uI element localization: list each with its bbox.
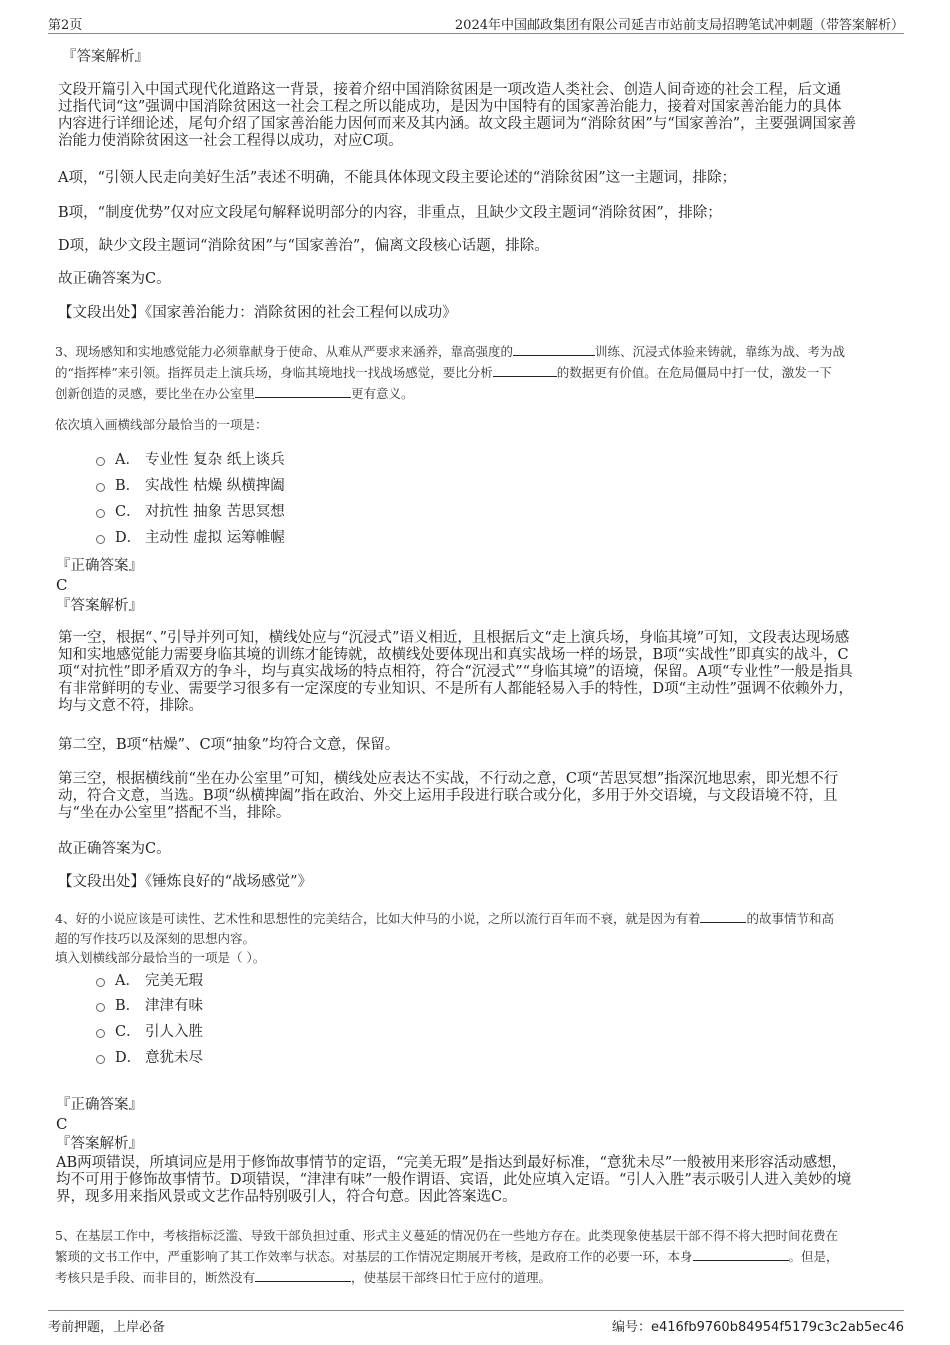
source-citation: 【文段出处】《锤炼良好的“战场感觉”》 (58, 874, 313, 890)
answer-heading: 『正确答案』 (56, 1097, 143, 1113)
analysis-option-a: A项，“引领人民走向美好生活”表述不明确，不能具体体现文段主要论述的“消除贫困”这一主题词，排除； (58, 170, 737, 186)
radio-icon[interactable] (96, 1029, 105, 1038)
option-b[interactable]: B． 实战性 枯燥 纵横捭阖 (96, 476, 285, 496)
footer-divider (48, 1310, 904, 1311)
document-code: 编号：e416fb9760b84954f5179c3c2ab5ec46 (611, 1320, 904, 1335)
analysis-option-d: D项，缺少文段主题词“消除贫困”与“国家善治”，偏离文段核心话题，排除。 (58, 238, 549, 254)
question-3-prompt: 依次填入画横线部分最恰当的一项是： (55, 417, 268, 432)
analysis-paragraph: 第三空，根据横线前“坐在办公室里”可知，横线处应表达不实战，不行动之意，C项“苦思冥想”指深沉地思索，即光想不行 动，符合文意，当选。B项“纵横捭阖”指在政治、外交上运用手段进行联合或分化，多用于外交语境，与文段语境不符，且 与“坐在办公室里”搭配不当，排除。 (58, 771, 839, 821)
correct-answer: C (56, 1115, 68, 1133)
option-c[interactable]: C． 对抗性 抽象 苦思冥想 (96, 502, 285, 522)
question-4-stem: 4、好的小说应该是可读性、艺术性和思想性的完美结合，比如大仲马的小说，之所以流行百年而不衰，就是因为有着 的故事情节和高 超的写作技巧以及深刻的思想内容。 (55, 908, 905, 949)
option-c[interactable]: C． 引人入胜 (96, 1022, 203, 1042)
fill-blank (693, 1246, 789, 1261)
fill-blank (493, 362, 557, 377)
option-d[interactable]: D． 意犹未尽 (96, 1048, 203, 1068)
option-a[interactable]: A． 专业性 复杂 纸上谈兵 (96, 450, 285, 470)
question-3-stem: 3、现场感知和实地感觉能力必须靠献身于使命、从难从严要求来涵养，靠高强度的 训练、沉浸式体验来铸就，靠练为战、考为战 的“指挥棒”来引领。指挥员走上演兵场，身临其境地找一找战场感觉，要比分析 的数据更有价值。在危局僵局中打一仗，激发一下 创新创造的灵感，要比坐在办公室里 更有意义。 (55, 341, 905, 404)
correct-answer: C (56, 576, 68, 594)
radio-icon[interactable] (96, 457, 105, 466)
document-title: 2024年中国邮政集团有限公司延吉市站前支局招聘笔试冲刺题（带答案解析） (454, 18, 904, 33)
header-divider (48, 33, 904, 34)
analysis-conclusion: 故正确答案为C。 (58, 271, 171, 287)
question-4-prompt: 填入划横线部分最恰当的一项是（ ）。 (55, 950, 266, 965)
analysis-paragraph: 第二空，B项“枯燥”、C项“抽象”均符合文意，保留。 (58, 737, 400, 753)
fill-blank (700, 908, 746, 923)
radio-icon[interactable] (96, 483, 105, 492)
analysis-paragraph: 文段开篇引入中国式现代化道路这一背景，接着介绍中国消除贫困是一项改造人类社会、创造人间奇迹的社会工程，后文通 过指代词“这”强调中国消除贫困这一社会工程之所以能成功，是因为中国特有的国家善治能力，接着对国家善治能力的具体 内容进行详细论述，尾句介绍了国家善治能力因何而来及其内涵。故文段主题词为“消除贫困”与“国家善治”，主要强调国家善 治能力使消除贫困这一社会工程得以成功，对应C项。 (58, 82, 857, 149)
radio-icon[interactable] (96, 535, 105, 544)
source-citation: 【文段出处】《国家善治能力：消除贫困的社会工程何以成功》 (58, 305, 457, 321)
radio-icon[interactable] (96, 1003, 105, 1012)
question-5-stem: 5、在基层工作中，考核指标泛滥、导致干部负担过重、形式主义蔓延的情况仍在一些地方存在。此类现象使基层干部不得不将大把时间花费在 繁琐的文书工作中，严重影响了其工作效率与状态。对基层的工作情况定期展开考核，是政府工作的必要一环，本身 。但是， 考核只是手段、而非目的，断然没有 ，使基层干部终日忙于应付的道理。 (55, 1228, 839, 1285)
analysis-option-b: B项，“制度优势”仅对应文段尾句解释说明部分的内容，非重点，且缺少文段主题词“消除贫困”，排除； (58, 205, 722, 221)
option-d[interactable]: D． 主动性 虚拟 运筹帷幄 (96, 528, 285, 548)
option-b[interactable]: B． 津津有味 (96, 996, 203, 1016)
analysis-paragraph: 第一空，根据“、”引导并列可知，横线处应与“沉浸式”语义相近，且根据后文“走上演兵场，身临其境”可知，文段表达现场感 知和实地感觉能力需要身临其境的训练才能铸就，故横线处要体现出和真实战场一样的场景，B项“实战性”即真实的战斗，C 项“对抗性”即矛盾双方的争斗，均与真实战场的特点相符，符合“沉浸式”“身临其境”的语境，保留。A项“专业性”一般是指具 有非常鲜明的专业、需要学习很多有一定深度的专业知识、不是所有人都能轻易入手的特性，D项“主动性”强调不依赖外力， 均与文意不符，排除。 (58, 630, 853, 714)
radio-icon[interactable] (96, 509, 105, 518)
analysis-paragraph: AB两项错误，所填词应是用于修饰故事情节的定语，“完美无瑕”是指达到最好标准，“意犹未尽”一般被用来形容活动感想， 均不可用于修饰故事情节。D项错误，“津津有味”一般作谓语、宾语，此处应填入定语。“引人入胜”表示吸引人进入美妙的境 界，现多用来指风景或文艺作品特别吸引人，符合句意。因此答案选C。 (56, 1155, 852, 1205)
fill-blank (255, 383, 351, 398)
page-number: 第2页 (48, 18, 83, 33)
fill-blank (255, 1267, 351, 1282)
analysis-heading: 『答案解析』 (56, 598, 143, 614)
radio-icon[interactable] (96, 978, 105, 987)
analysis-conclusion: 故正确答案为C。 (58, 841, 171, 857)
analysis-heading: 『答案解析』 (56, 1136, 143, 1152)
analysis-heading: 『答案解析』 (62, 49, 149, 65)
radio-icon[interactable] (96, 1055, 105, 1064)
footer-slogan: 考前押题，上岸必备 (48, 1320, 166, 1335)
option-a[interactable]: A． 完美无瑕 (96, 971, 203, 991)
answer-heading: 『正确答案』 (56, 558, 143, 574)
fill-blank (513, 341, 595, 356)
